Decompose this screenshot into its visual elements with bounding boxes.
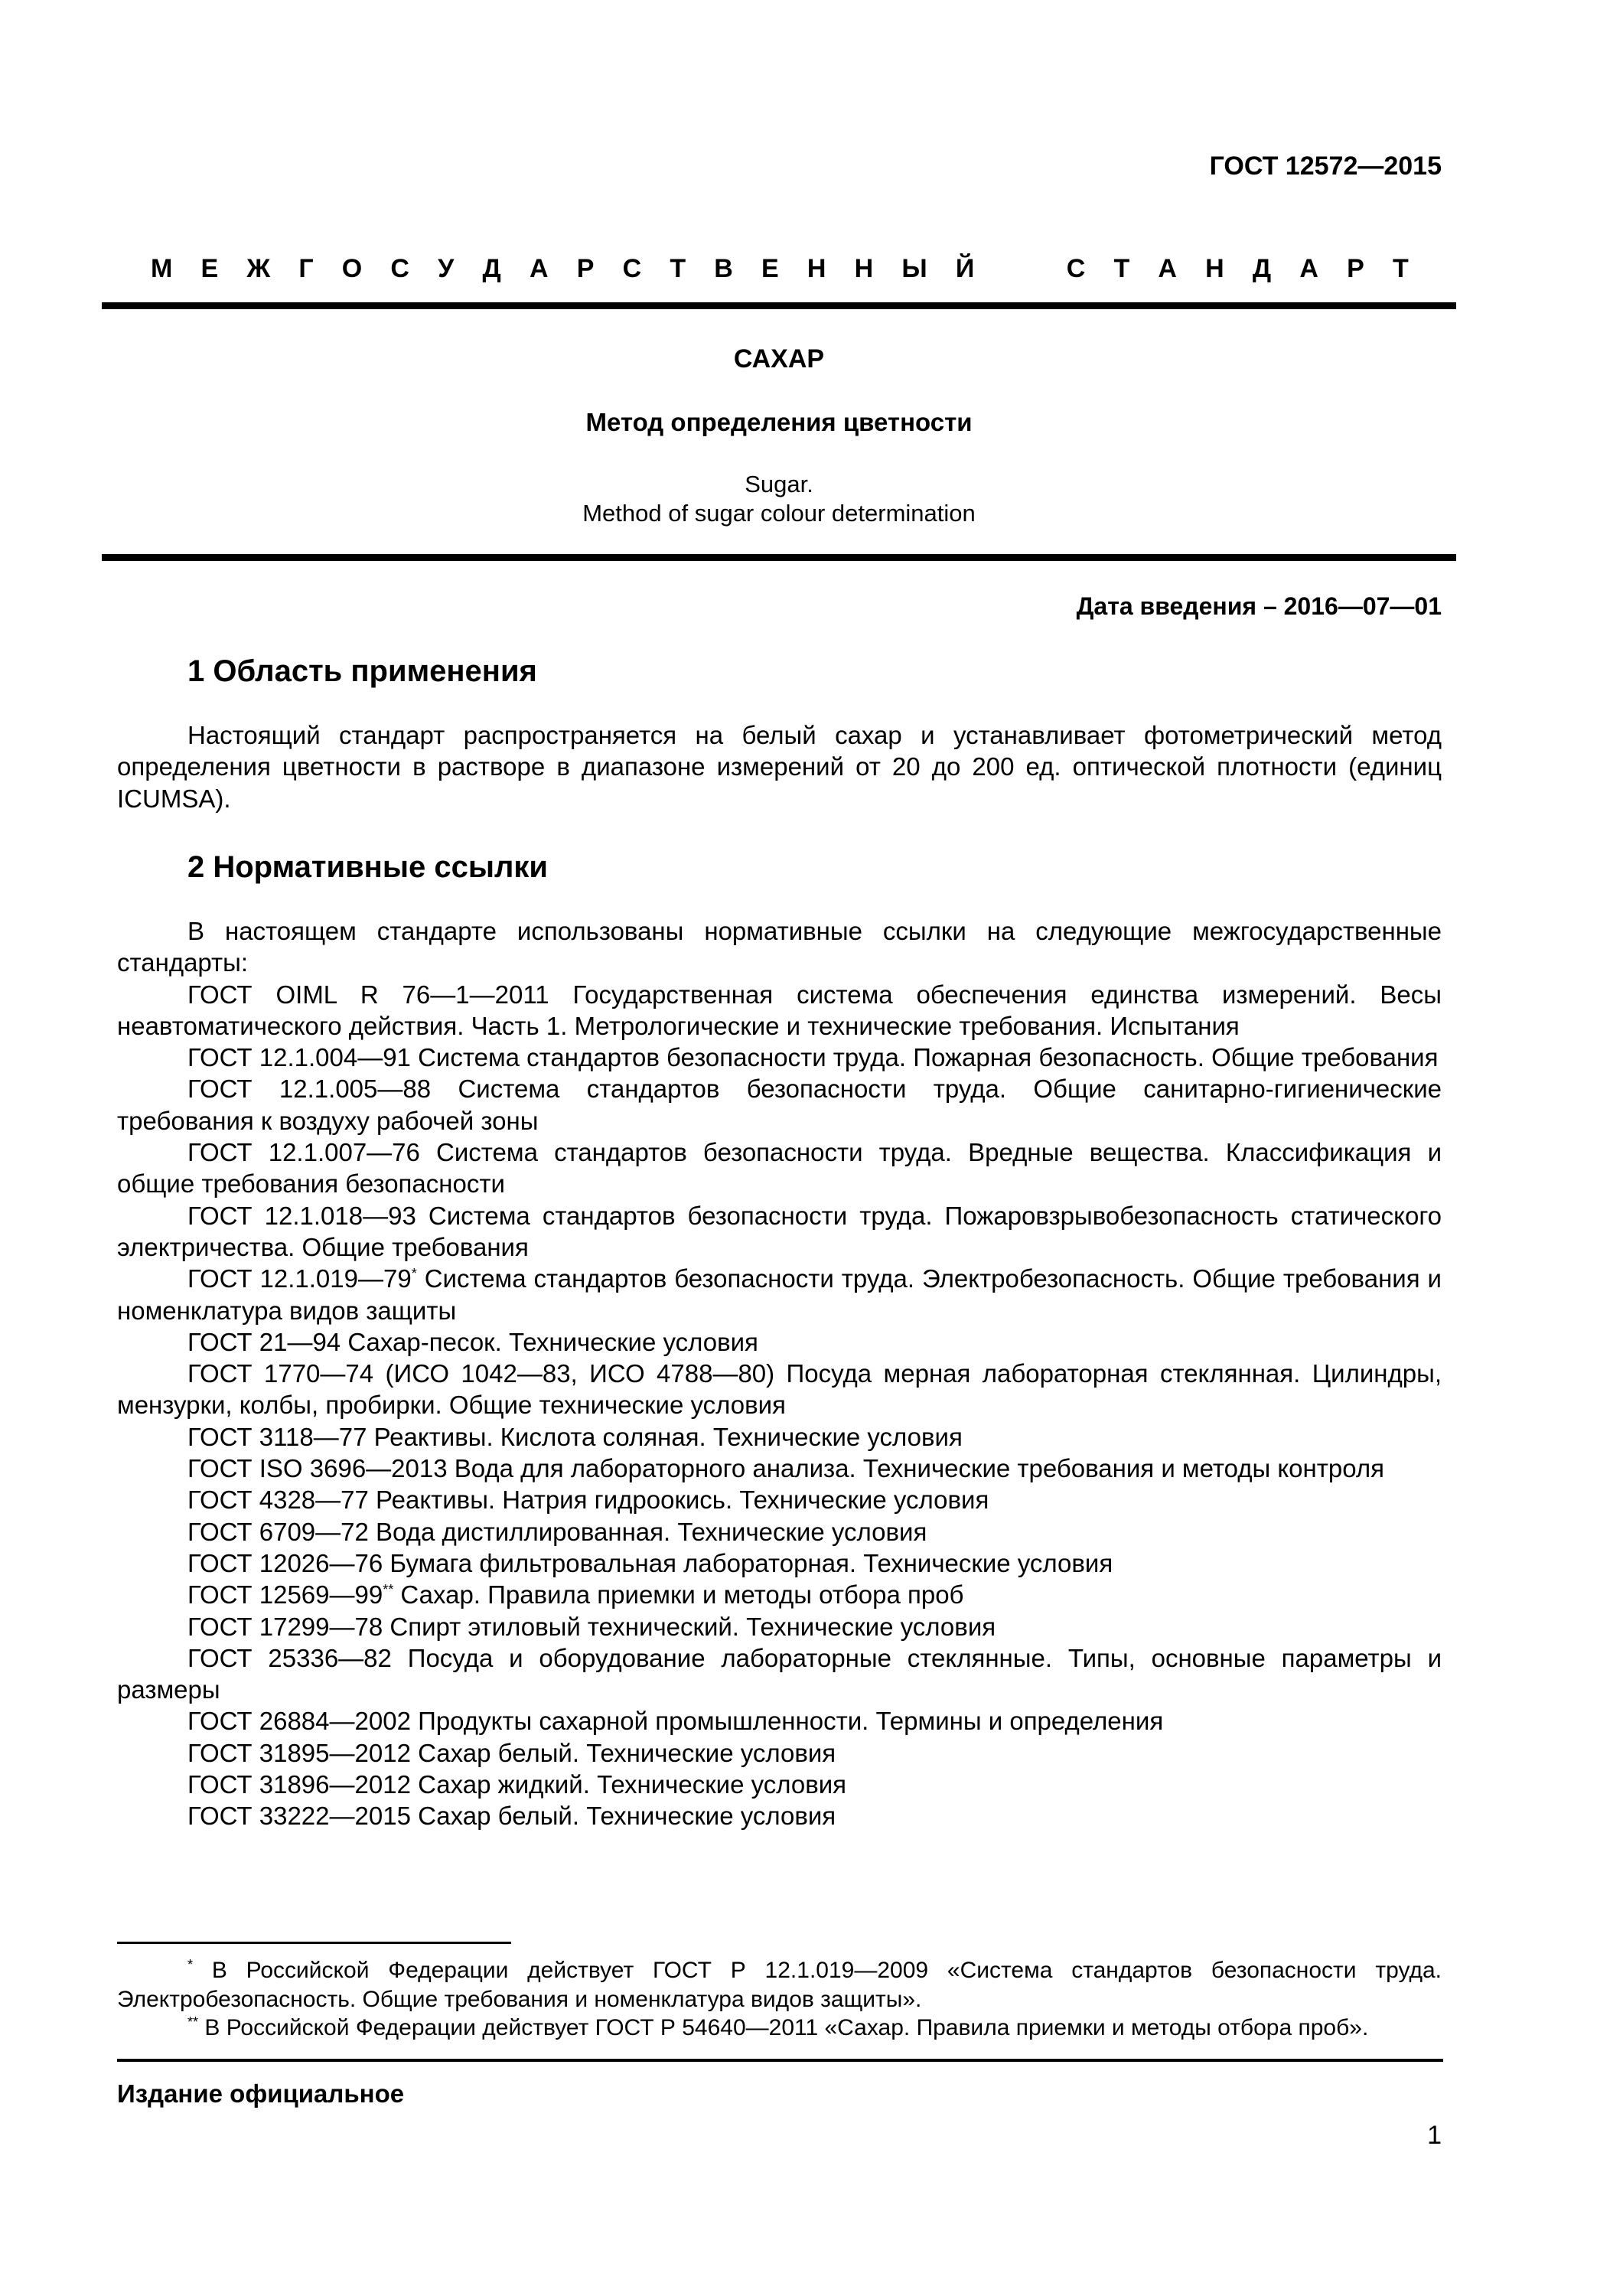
reference-title: Система стандартов безопасности труда. Общие санитарно-гигиенические требования к воздуху рабочей зоны <box>117 1075 1442 1135</box>
document-title: САХАР <box>733 344 825 373</box>
title-letter: Д <box>482 254 501 283</box>
footnotes <box>117 1956 1442 2043</box>
reference-title: Система стандартов безопасности труда. Пожарная безопасность. Общие требования <box>418 1043 1439 1072</box>
references-list <box>117 979 1442 1832</box>
title-letter: Ж <box>246 254 271 283</box>
reference-item <box>117 979 1442 1042</box>
title-letter: О <box>341 254 363 283</box>
reference-item <box>117 1326 1442 1358</box>
reference-item <box>117 1137 1442 1200</box>
footnote-text: В Российской Федерации действует ГОСТ Р 12.1.019—2009 «Система стандартов безопасности труда. Электробезопасность. Общие требования и номенклатура видов защиты». <box>117 1958 1442 2012</box>
reference-title: Сахар белый. Технические условия <box>418 1802 836 1831</box>
title-word-gap <box>1003 254 1038 284</box>
reference-code: ГОСТ 31896—2012 <box>187 1770 411 1799</box>
section2-heading: 2 Нормативные ссылки <box>187 850 549 884</box>
footnote-mark: ** <box>383 1582 394 1598</box>
title-letter: С <box>622 254 642 283</box>
title-letter: А <box>529 254 549 283</box>
reference-item <box>117 1421 1442 1453</box>
title-letter: Н <box>807 254 826 283</box>
reference-item <box>117 1042 1442 1073</box>
reference-item <box>117 1453 1442 1484</box>
reference-item <box>117 1705 1442 1737</box>
title-letter: Т <box>1113 254 1130 283</box>
title-letter: Е <box>761 254 779 283</box>
reference-code: ГОСТ 1770—74 <box>187 1359 374 1388</box>
section2-body <box>117 915 1442 1832</box>
reference-title: Сахар. Правила приемки и методы отбора проб <box>400 1580 964 1609</box>
reference-title: Система стандартов безопасности труда. Пожаровзрывобезопасность статического электричества. Общие требования <box>117 1201 1442 1261</box>
top-rule <box>102 302 1456 309</box>
section1-heading: 1 Область применения <box>187 654 537 688</box>
reference-title: Система стандартов безопасности труда. Вредные вещества. Классификация и общие требования безопасности <box>117 1138 1442 1199</box>
title-letter: В <box>714 254 733 283</box>
title-letter: Т <box>1392 254 1409 283</box>
section2-intro: В настоящем стандарте использованы нормативные ссылки на следующие межгосударственные стандарты: <box>117 917 1442 977</box>
edition-label: Издание официальное <box>117 2079 405 2108</box>
reference-code: ГОСТ 12.1.019—79 <box>187 1264 412 1293</box>
title-letter: А <box>1299 254 1318 283</box>
reference-code: ГОСТ OIML R 76—1—2011 <box>187 980 549 1009</box>
title-letter: А <box>1158 254 1177 283</box>
title-letter: Т <box>670 254 686 283</box>
introduction-date: Дата введения – 2016—07—01 <box>1076 592 1442 620</box>
title-bottom-rule <box>102 554 1456 561</box>
reference-item <box>117 1737 1442 1769</box>
page-number: 1 <box>1427 2121 1442 2150</box>
footnote-item <box>117 2014 1442 2043</box>
standard-type-title <box>102 254 1456 284</box>
reference-item <box>117 1073 1442 1137</box>
reference-title: Государственная система обеспечения единства измерений. Весы неавтоматического действия. Часть 1. Метрологические и технические требования. Испытания <box>117 980 1442 1040</box>
title-letter: Н <box>854 254 874 283</box>
reference-code: ГОСТ 4328—77 <box>187 1486 369 1515</box>
reference-title: (ИСО 1042—83, ИСО 4788—80) Посуда мерная лабораторная стеклянная. Цилиндры, мензурки, колбы, пробирки. Общие технические условия <box>117 1359 1442 1420</box>
title-letter: М <box>151 254 173 283</box>
title-letter: Р <box>576 254 595 283</box>
reference-item <box>117 1484 1442 1515</box>
reference-code: ГОСТ 12569—99 <box>187 1580 383 1609</box>
title-letter: У <box>438 254 455 283</box>
document-subtitle: Метод определения цветности <box>585 408 973 436</box>
reference-item <box>117 1800 1442 1831</box>
reference-code: ГОСТ 25336—82 <box>187 1643 392 1672</box>
reference-item <box>117 1358 1442 1421</box>
reference-code: ГОСТ 6709—72 <box>187 1517 369 1546</box>
title-letter: С <box>390 254 409 283</box>
reference-item <box>117 1611 1442 1642</box>
reference-code: ГОСТ 12.1.007—76 <box>187 1138 420 1167</box>
reference-item <box>117 1516 1442 1548</box>
reference-title: Сахар белый. Технические условия <box>418 1738 836 1767</box>
title-letter: Ы <box>901 254 927 283</box>
document-number: ГОСТ 12572—2015 <box>1209 152 1442 181</box>
reference-code: ГОСТ 12.1.004—91 <box>187 1043 411 1072</box>
reference-item <box>117 1263 1442 1326</box>
reference-title: Вода дистиллированная. Технические условия <box>376 1517 927 1546</box>
reference-code: ГОСТ 12026—76 <box>187 1548 383 1577</box>
reference-code: ГОСТ 3118—77 <box>187 1422 367 1451</box>
reference-code: ГОСТ 12.1.018—93 <box>187 1201 416 1230</box>
reference-title: Спирт этиловый технический. Технические условия <box>389 1612 996 1641</box>
title-letter: Р <box>1347 254 1364 283</box>
section1-body <box>117 719 1442 814</box>
english-title-line1: Sugar. <box>745 471 813 497</box>
title-letter: С <box>1066 254 1086 283</box>
reference-item <box>117 1548 1442 1579</box>
reference-item <box>117 1769 1442 1800</box>
reference-item <box>117 1200 1442 1264</box>
reference-code: ГОСТ 33222—2015 <box>187 1802 411 1831</box>
title-letter: Г <box>298 254 314 283</box>
reference-code: ГОСТ 26884—2002 <box>187 1707 411 1736</box>
footnote-item <box>117 1956 1442 2014</box>
reference-title: Сахар-песок. Технические условия <box>347 1327 758 1356</box>
reference-title: Реактивы. Натрия гидроокись. Технические условия <box>376 1486 989 1515</box>
title-letter: Е <box>200 254 219 283</box>
footnote-separator <box>117 1942 511 1944</box>
english-title-line2: Method of sugar colour determination <box>582 500 976 527</box>
reference-code: ГОСТ ISO 3696—2013 <box>187 1454 448 1483</box>
reference-title: Реактивы. Кислота соляная. Технические условия <box>373 1422 963 1451</box>
reference-item <box>117 1579 1442 1610</box>
title-letter: Н <box>1205 254 1224 283</box>
reference-code: ГОСТ 31895—2012 <box>187 1738 411 1767</box>
reference-code: ГОСТ 12.1.005—88 <box>187 1075 432 1104</box>
english-title <box>102 470 1456 528</box>
footnote-mark: * <box>411 1266 417 1282</box>
title-letter: Й <box>955 254 975 283</box>
reference-title: Система стандартов безопасности труда. Электробезопасность. Общие требования и номенклатура видов защиты <box>117 1264 1442 1325</box>
title-letter: Д <box>1252 254 1272 283</box>
reference-title: Посуда и оборудование лабораторные стеклянные. Типы, основные параметры и размеры <box>117 1643 1442 1704</box>
footnote-mark: * <box>187 1957 194 1972</box>
footnote-text: В Российской Федерации действует ГОСТ Р 54640—2011 «Сахар. Правила приемки и методы отбора проб». <box>204 2015 1369 2040</box>
reference-title: Продукты сахарной промышленности. Термины и определения <box>418 1707 1164 1736</box>
footnote-mark: ** <box>187 2014 199 2030</box>
reference-code: ГОСТ 17299—78 <box>187 1612 383 1641</box>
reference-code: ГОСТ 21—94 <box>187 1327 341 1356</box>
reference-item <box>117 1642 1442 1706</box>
section1-paragraph: Настоящий стандарт распространяется на белый сахар и устанавливает фотометрический метод определения цветности в растворе в диапазоне измерений от 20 до 200 ед. оптической плотности (единиц ICUMSA). <box>117 721 1442 813</box>
reference-title: Вода для лабораторного анализа. Технические требования и методы контроля <box>454 1454 1384 1483</box>
reference-title: Бумага фильтровальная лабораторная. Технические условия <box>389 1548 1113 1577</box>
reference-title: Сахар жидкий. Технические условия <box>418 1770 847 1799</box>
footer-rule <box>117 2059 1443 2062</box>
